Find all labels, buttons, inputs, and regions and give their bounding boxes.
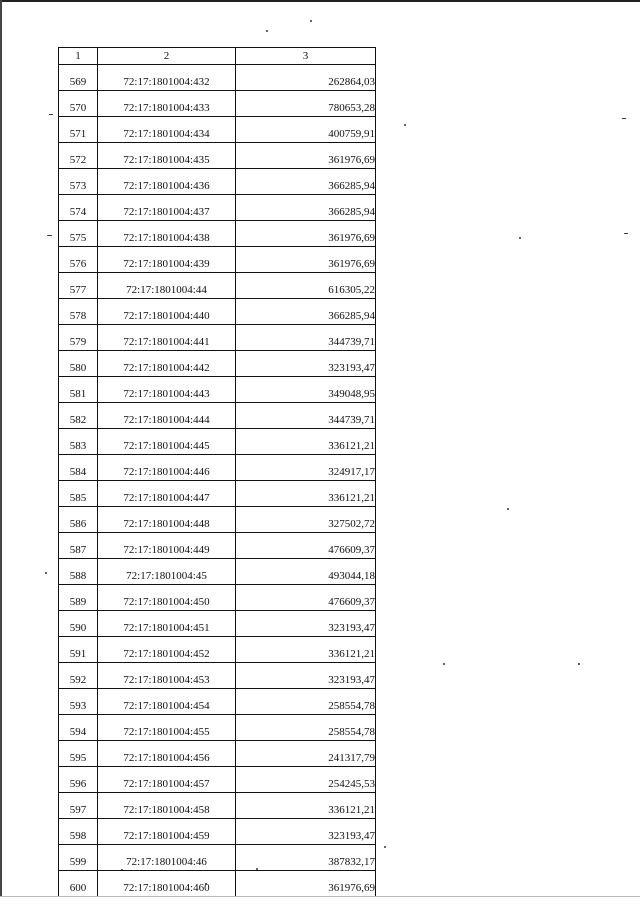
cadastral-number: 72:17:1801004:434 — [98, 117, 236, 143]
cadastral-value: 336121,21 — [236, 793, 376, 819]
row-number: 595 — [59, 741, 98, 767]
cadastral-value: 780653,28 — [236, 91, 376, 117]
row-number: 597 — [59, 793, 98, 819]
cadastral-value: 400759,91 — [236, 117, 376, 143]
cadastral-value: 361976,69 — [236, 871, 376, 897]
cadastral-number: 72:17:1801004:432 — [98, 65, 236, 91]
row-number: 590 — [59, 611, 98, 637]
row-number: 585 — [59, 481, 98, 507]
cadastral-number: 72:17:1801004:458 — [98, 793, 236, 819]
table-row — [59, 169, 376, 195]
cadastral-value: 476609,37 — [236, 533, 376, 559]
row-number: 582 — [59, 403, 98, 429]
cadastral-value: 387832,17 — [236, 845, 376, 871]
row-number: 578 — [59, 299, 98, 325]
cadastral-value: 366285,94 — [236, 169, 376, 195]
cadastral-number: 72:17:1801004:456 — [98, 741, 236, 767]
table-row — [59, 377, 376, 403]
table-row — [59, 715, 376, 741]
table-row — [59, 871, 376, 897]
scan-speck — [624, 233, 628, 234]
scan-speck — [507, 508, 509, 510]
scan-speck — [622, 118, 626, 119]
scan-speck — [47, 235, 52, 236]
row-number: 580 — [59, 351, 98, 377]
table-row — [59, 91, 376, 117]
cadastral-value: 241317,79 — [236, 741, 376, 767]
cadastral-number: 72:17:1801004:453 — [98, 663, 236, 689]
row-number: 588 — [59, 559, 98, 585]
table-row — [59, 429, 376, 455]
table-row — [59, 585, 376, 611]
cadastral-number: 72:17:1801004:452 — [98, 637, 236, 663]
table-row — [59, 325, 376, 351]
row-number: 573 — [59, 169, 98, 195]
cadastral-number: 72:17:1801004:433 — [98, 91, 236, 117]
scan-speck — [49, 114, 53, 115]
scan-speck — [578, 663, 580, 665]
table-row — [59, 299, 376, 325]
cadastral-value: 361976,69 — [236, 221, 376, 247]
row-number: 589 — [59, 585, 98, 611]
table-row — [59, 221, 376, 247]
page-top-edge — [0, 0, 640, 2]
row-number: 581 — [59, 377, 98, 403]
table-row — [59, 273, 376, 299]
page-left-edge — [0, 0, 2, 905]
row-number: 593 — [59, 689, 98, 715]
cadastral-number: 72:17:1801004:446 — [98, 455, 236, 481]
header-col-3: 3 — [236, 48, 376, 65]
row-number: 584 — [59, 455, 98, 481]
scan-speck — [384, 846, 386, 848]
cadastral-value: 344739,71 — [236, 325, 376, 351]
cadastral-value: 262864,03 — [236, 65, 376, 91]
cadastral-value: 323193,47 — [236, 611, 376, 637]
cadastral-value: 349048,95 — [236, 377, 376, 403]
cadastral-number: 72:17:1801004:444 — [98, 403, 236, 429]
table-row — [59, 455, 376, 481]
cadastral-number: 72:17:1801004:435 — [98, 143, 236, 169]
row-number: 600 — [59, 871, 98, 897]
scan-speck — [310, 20, 312, 22]
table-row — [59, 793, 376, 819]
cadastral-number: 72:17:1801004:442 — [98, 351, 236, 377]
cadastral-number: 72:17:1801004:443 — [98, 377, 236, 403]
header-col-1: 1 — [59, 48, 98, 65]
cadastral-value: 327502,72 — [236, 507, 376, 533]
table-row — [59, 65, 376, 91]
scan-speck — [266, 30, 268, 32]
cadastral-number: 72:17:1801004:440 — [98, 299, 236, 325]
cadastral-number: 72:17:1801004:436 — [98, 169, 236, 195]
cadastral-number: 72:17:1801004:437 — [98, 195, 236, 221]
row-number: 575 — [59, 221, 98, 247]
table-row — [59, 507, 376, 533]
cadastral-value: 361976,69 — [236, 143, 376, 169]
row-number: 594 — [59, 715, 98, 741]
table-row — [59, 845, 376, 871]
cadastral-number: 72:17:1801004:438 — [98, 221, 236, 247]
row-number: 572 — [59, 143, 98, 169]
table-row — [59, 559, 376, 585]
row-number: 587 — [59, 533, 98, 559]
scan-speck — [443, 663, 445, 665]
cadastral-number: 72:17:1801004:450 — [98, 585, 236, 611]
cadastral-number: 72:17:1801004:451 — [98, 611, 236, 637]
table-row — [59, 637, 376, 663]
row-number: 583 — [59, 429, 98, 455]
row-number: 577 — [59, 273, 98, 299]
table-row — [59, 117, 376, 143]
row-number: 591 — [59, 637, 98, 663]
cadastral-value: 336121,21 — [236, 481, 376, 507]
cadastral-value: 616305,22 — [236, 273, 376, 299]
header-col-2: 2 — [98, 48, 236, 65]
cadastral-value: 361976,69 — [236, 247, 376, 273]
table-row — [59, 611, 376, 637]
table-row — [59, 819, 376, 845]
cadastral-number: 72:17:1801004:441 — [98, 325, 236, 351]
cadastral-value: 323193,47 — [236, 351, 376, 377]
row-number: 576 — [59, 247, 98, 273]
cadastral-value: 336121,21 — [236, 429, 376, 455]
cadastral-value: 254245,53 — [236, 767, 376, 793]
table-header-row — [59, 48, 376, 65]
cadastral-number: 72:17:1801004:445 — [98, 429, 236, 455]
cadastral-value: 258554,78 — [236, 715, 376, 741]
cadastral-number: 72:17:1801004:45 — [98, 559, 236, 585]
cadastral-value: 336121,21 — [236, 637, 376, 663]
cadastral-number: 72:17:1801004:460 — [98, 871, 236, 897]
cadastral-number: 72:17:1801004:46 — [98, 845, 236, 871]
cadastral-value: 476609,37 — [236, 585, 376, 611]
cadastral-number: 72:17:1801004:459 — [98, 819, 236, 845]
table-row — [59, 533, 376, 559]
row-number: 598 — [59, 819, 98, 845]
cadastral-value-table — [58, 47, 376, 897]
cadastral-number: 72:17:1801004:454 — [98, 689, 236, 715]
row-number: 596 — [59, 767, 98, 793]
table-row — [59, 403, 376, 429]
cadastral-value: 323193,47 — [236, 663, 376, 689]
table-row — [59, 481, 376, 507]
row-number: 570 — [59, 91, 98, 117]
row-number: 569 — [59, 65, 98, 91]
row-number: 586 — [59, 507, 98, 533]
cadastral-value: 324917,17 — [236, 455, 376, 481]
cadastral-number: 72:17:1801004:448 — [98, 507, 236, 533]
cadastral-number: 72:17:1801004:44 — [98, 273, 236, 299]
cadastral-number: 72:17:1801004:447 — [98, 481, 236, 507]
cadastral-value: 344739,71 — [236, 403, 376, 429]
scan-speck — [404, 124, 406, 126]
scan-speck — [519, 237, 521, 239]
table-row — [59, 195, 376, 221]
cadastral-number: 72:17:1801004:449 — [98, 533, 236, 559]
cadastral-number: 72:17:1801004:457 — [98, 767, 236, 793]
table-row — [59, 741, 376, 767]
row-number: 599 — [59, 845, 98, 871]
cadastral-number: 72:17:1801004:455 — [98, 715, 236, 741]
table-row — [59, 767, 376, 793]
cadastral-value: 258554,78 — [236, 689, 376, 715]
cadastral-value: 323193,47 — [236, 819, 376, 845]
table-row — [59, 247, 376, 273]
row-number: 592 — [59, 663, 98, 689]
row-number: 579 — [59, 325, 98, 351]
cadastral-number: 72:17:1801004:439 — [98, 247, 236, 273]
table-row — [59, 663, 376, 689]
row-number: 571 — [59, 117, 98, 143]
cadastral-value: 366285,94 — [236, 195, 376, 221]
table-row — [59, 143, 376, 169]
row-number: 574 — [59, 195, 98, 221]
cadastral-value: 366285,94 — [236, 299, 376, 325]
table-row — [59, 351, 376, 377]
cadastral-value: 493044,18 — [236, 559, 376, 585]
table-row — [59, 689, 376, 715]
scan-speck — [45, 572, 47, 574]
